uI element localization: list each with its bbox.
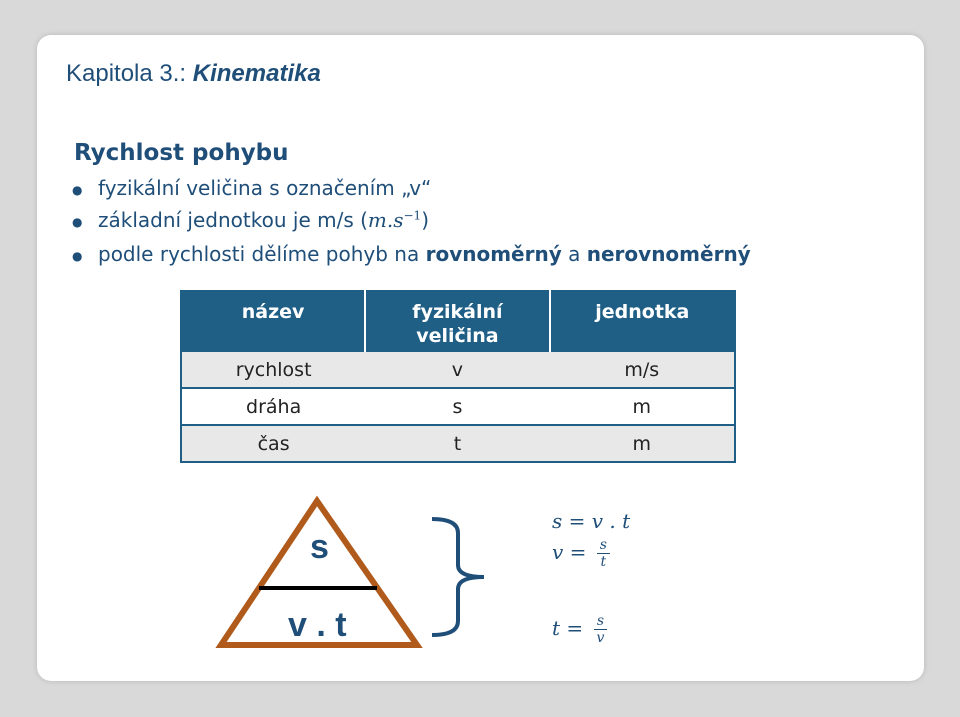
bullet-text-3: podle rychlosti dělíme pohyb na	[98, 242, 426, 266]
section-title: Rychlost pohybu	[74, 140, 289, 166]
bold-term-nonuniform: nerovnoměrný	[586, 242, 751, 266]
table-row	[181, 351, 735, 388]
triangle-top-label: s	[310, 528, 329, 566]
formula-t: t = $\frac{s}{v}$	[552, 613, 607, 646]
bullet-mid: a	[561, 242, 587, 266]
table-cell: rychlost	[181, 351, 365, 388]
formula-s: s = v . t	[552, 509, 631, 533]
table-row	[181, 388, 735, 425]
table-cell: m	[550, 388, 735, 425]
table-cell: čas	[181, 425, 365, 462]
header-quantity: fyzikální veličina	[365, 291, 549, 351]
table-cell: m	[550, 425, 735, 462]
header-name: název	[181, 291, 365, 351]
quantities-table	[180, 290, 736, 463]
table-row	[181, 425, 735, 462]
chapter-name: Kinematika	[192, 60, 321, 87]
bullet-text-1: fyzikální veličina s označením „v“	[98, 176, 432, 200]
table-cell: m/s	[550, 351, 735, 388]
table-cell: s	[365, 388, 549, 425]
bullet-item-2	[72, 208, 429, 232]
chapter-prefix: Kapitola 3.:	[66, 60, 193, 87]
header-unit: jednotka	[550, 291, 735, 351]
bullet-item-3	[72, 242, 751, 266]
table-header-row	[181, 291, 735, 351]
table-cell: t	[365, 425, 549, 462]
bullet-item-1	[72, 176, 431, 200]
bullet-close: )	[421, 208, 430, 232]
table-cell: dráha	[181, 388, 365, 425]
unit-math: $m.s^{-1}$	[367, 208, 422, 232]
bullet-dot: ●	[72, 248, 83, 263]
bullet-dot: ●	[72, 214, 83, 229]
bullet-dot: ●	[72, 182, 83, 197]
bold-term-uniform: rovnoměrný	[425, 242, 562, 266]
formula-v: v = $\frac{s}{t}$	[552, 537, 610, 570]
triangle-bottom-label: v . t	[288, 606, 347, 644]
table-cell: v	[365, 351, 549, 388]
bullet-text-2: základní jednotkou je m/s (	[98, 208, 368, 232]
curly-brace-icon	[428, 515, 490, 640]
chapter-header	[66, 60, 321, 88]
